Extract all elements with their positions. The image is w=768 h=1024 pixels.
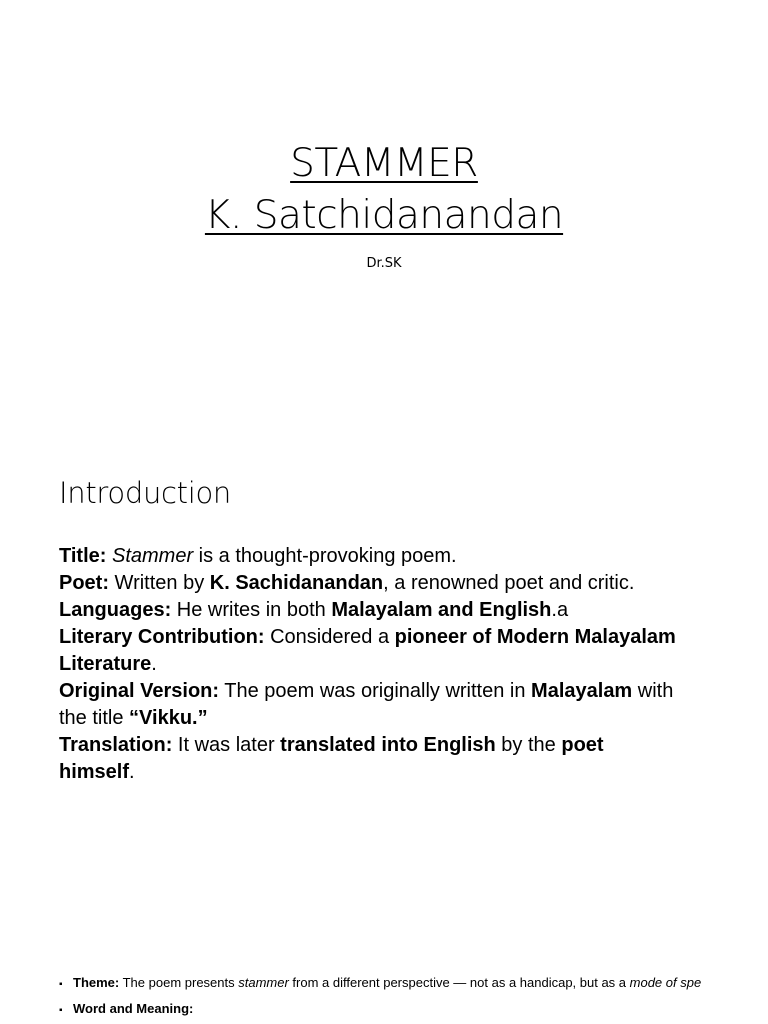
slide-title — [0, 138, 768, 242]
literary-text-2: . — [151, 653, 157, 675]
word-meaning-label: Word and Meaning: — [73, 1001, 194, 1016]
languages-label: Languages: — [59, 599, 172, 621]
bullet-word-meaning — [59, 997, 768, 1023]
original-title: “Vikku.” — [129, 707, 208, 729]
section-heading: Introduction — [59, 476, 232, 510]
theme-stammer: stammer — [238, 975, 289, 990]
bullet-marker: ▪ — [59, 1005, 63, 1016]
original-text-2: with the title — [59, 680, 674, 729]
poet-text: Written by — [109, 572, 210, 594]
translation-translator: poet himself — [59, 734, 604, 783]
poet-text-2: , a renowned poet and critic. — [383, 572, 635, 594]
translation-label: Translation: — [59, 734, 173, 756]
translation-text-2: by the — [495, 734, 562, 756]
title-text: is a thought-provoking poem. — [193, 545, 457, 567]
bullet-list — [59, 971, 768, 1023]
theme-text-2: from a different perspective — not as a handicap, but as a — [288, 975, 630, 990]
original-label: Original Version: — [59, 680, 220, 702]
poet-name: K. Sachidanandan — [209, 572, 384, 594]
languages-text: He writes in both — [171, 599, 332, 621]
intro-original-line — [59, 678, 679, 732]
author-subtitle: Dr.SK — [366, 256, 402, 271]
translation-text-3: . — [129, 761, 135, 783]
original-text: The poem was originally written in — [219, 680, 532, 702]
bullet-marker: ▪ — [59, 979, 63, 990]
intro-translation-line — [59, 732, 679, 786]
literary-label: Literary Contribution: — [59, 626, 265, 648]
bullet-theme — [59, 971, 768, 997]
intro-title-line — [59, 543, 679, 570]
translation-text: It was later — [172, 734, 281, 756]
theme-mode: mode of spe — [629, 975, 702, 990]
intro-literary-line — [59, 624, 679, 678]
theme-text: The poem presents — [119, 975, 239, 990]
theme-label: Theme: — [73, 975, 120, 990]
languages-text-2: .a — [551, 599, 569, 621]
intro-languages-line — [59, 597, 679, 624]
title-label: Title: — [59, 545, 107, 567]
original-language: Malayalam — [531, 680, 633, 702]
title-line-2: K. Satchidanandan — [204, 193, 564, 238]
poem-name: Stammer — [111, 545, 194, 567]
intro-poet-line — [59, 570, 679, 597]
intro-body — [59, 543, 679, 786]
poet-label: Poet: — [59, 572, 109, 594]
title-line-1: STAMMER — [290, 141, 478, 186]
translation-value: translated into English — [280, 734, 496, 756]
literary-text: Considered a — [264, 626, 395, 648]
languages-value: Malayalam and English — [331, 599, 552, 621]
literary-value: pioneer of Modern Malayalam Literature — [59, 626, 676, 675]
